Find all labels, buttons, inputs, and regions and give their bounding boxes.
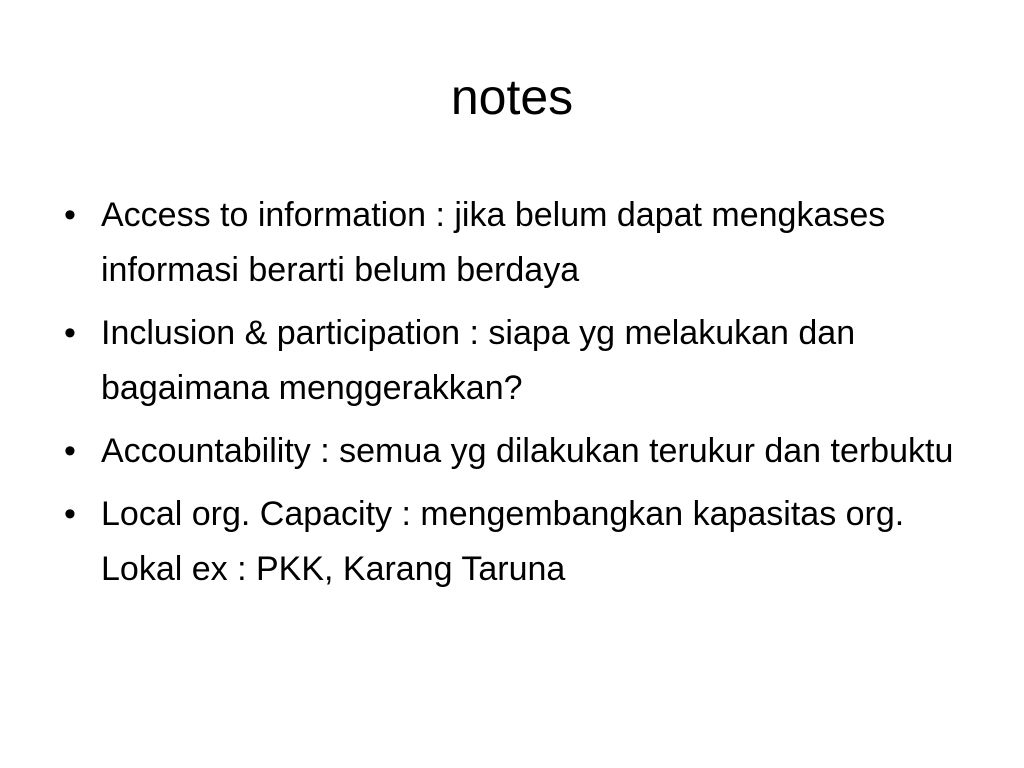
bullet-text: Inclusion & participation : siapa yg melakukan dan bagaimana menggerakkan?	[101, 314, 856, 407]
bullet-item	[60, 424, 980, 479]
bullet-text: Accountability : semua yg dilakukan terukur dan terbuktu	[101, 432, 954, 470]
bullet-icon: •	[64, 432, 76, 470]
bullet-item	[60, 487, 980, 597]
bullet-list	[60, 188, 980, 605]
bullet-text: Local org. Capacity : mengembangkan kapasitas org. Lokal ex : PKK, Karang Taruna	[101, 495, 905, 588]
bullet-icon: •	[64, 495, 76, 533]
bullet-icon: •	[64, 196, 76, 234]
bullet-icon: •	[64, 314, 76, 352]
bullet-text: Access to information : jika belum dapat mengkases informasi berarti belum berdaya	[101, 196, 886, 289]
bullet-item	[60, 306, 980, 416]
slide-title: notes	[450, 69, 574, 125]
bullet-item	[60, 188, 980, 298]
